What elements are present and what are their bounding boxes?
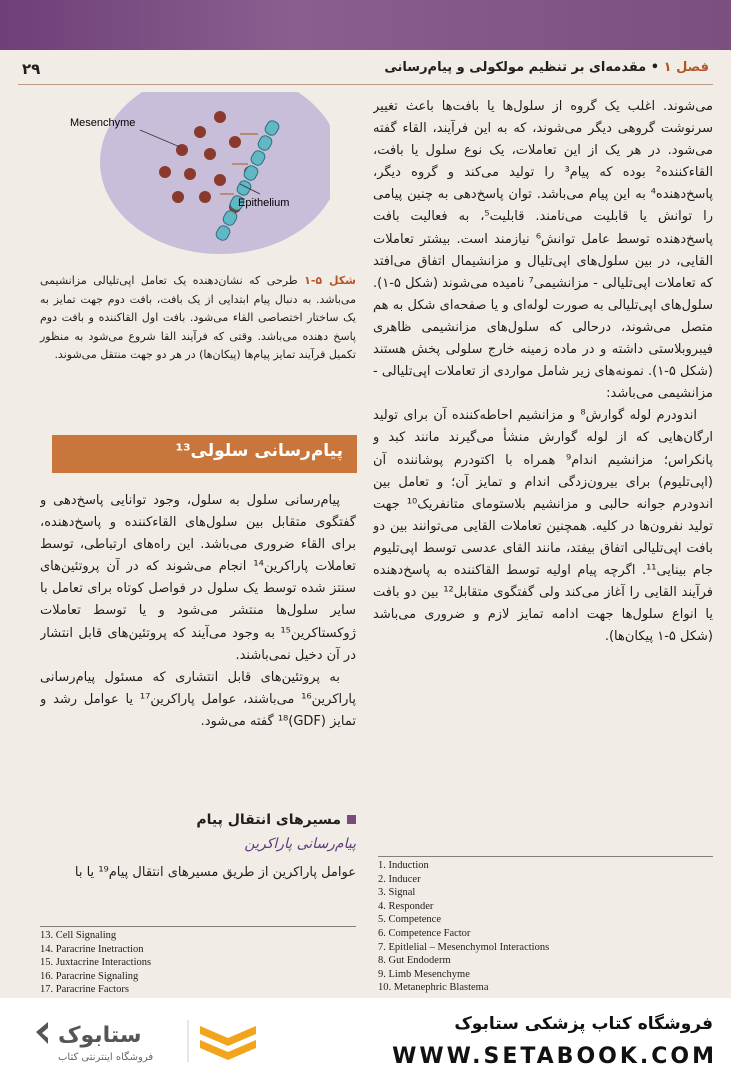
logo-chevron-left-icon [36, 1022, 48, 1044]
subheading-text: مسیرهای انتقال پیام [196, 812, 341, 828]
mesenchymal-cell [172, 191, 184, 203]
bullet-separator: • [646, 60, 660, 75]
right-column [373, 96, 713, 851]
header-rule [18, 84, 713, 85]
footnote: 10. Metanephric Blastema [378, 982, 489, 994]
footnote: 9. Limb Mesenchyme [378, 968, 470, 980]
chapter-heading [384, 60, 709, 75]
footnote: 1. Induction [378, 860, 429, 871]
setabook-logo[interactable] [28, 1012, 258, 1068]
chapter-title: مقدمه‌ای بر تنظیم مولکولی و پیام‌رسانی [384, 60, 647, 75]
footnote: 4. Responder [378, 900, 434, 912]
square-bullet-icon [347, 815, 356, 824]
logo-subtext: فروشگاه اینترنتی کتاب [58, 1052, 154, 1063]
mesenchymal-cell [214, 111, 226, 123]
mesenchymal-cell [194, 126, 206, 138]
mesenchymal-cell [204, 148, 216, 160]
footnote: 13. Cell Signaling [40, 930, 117, 941]
left-column [40, 490, 356, 795]
footnote: 5. Competence [378, 914, 441, 926]
footnote: 14. Paracrine Inetraction [40, 943, 144, 955]
paragraph: عوامل پاراکرین از طریق مسیرهای انتقال پیام¹⁹ یا با [74, 865, 356, 880]
figure-caption [40, 272, 356, 365]
footnotes-left [40, 926, 356, 997]
footnote: 2. Inducer [378, 873, 421, 885]
mesenchymal-cell [199, 191, 211, 203]
paragraph: می‌شوند. اغلب یک گروه از سلول‌ها یا بافت‌ها باعث تغییر سرنوشت گروهی دیگر می‌شوند، که به این فرآیند، القاء گفته می‌شود. در هر یک از این تعاملات، یک نوع سلول یا بافت، القاءکننده² بوده که پیام³ را تولید می‌کند و گروه دیگر، پاسخ‌دهنده⁴ به این پیام می‌باشد. توان پاسخ‌دهی به چنین پیامی را توانش یا قابلیت می‌نامند. قابلیت⁵، به فعالیت بافت پاسخ‌دهنده توسط عامل توانش⁶ نیازمند است. بیشتر تعاملات القایی، در بین سلول‌های اپی‌تلیال و مزانشیمال اتفاق می‌افتد که تعاملات اپی‌تلیالی - مزانشیمی⁷ نامیده می‌شوند (شکل ۵-۱). سلول‌های اپی‌تلیالی به صورت لوله‌ای و یا صفحه‌ای شکل به هم متصل می‌شوند، درحالی که سلول‌های مزانشیمی ظاهری فیبروبلاستی داشته و در ماده زمینه خارج سلولی پخش هستند (شکل ۵-۱). نمونه‌های زیر شامل مواردی از تعاملات اپی‌تلیالی - مزانشیمی می‌باشد: [373, 99, 713, 402]
store-url[interactable]: WWW.SETABOOK.COM [392, 1044, 717, 1069]
paragraph: پیام‌رسانی سلول به سلول، وجود توانایی پاسخ‌دهی و گفتگوی متقابل بین سلول‌های القاءکننده و پاسخ‌دهنده، برای القاء ضروری می‌باشد. این راه‌های ارتباطی، توسط تعاملات پاراکرین¹⁴ انجام می‌شوند که در آن پروتئین‌های سنتز شده توسط یک سلول در فواصل کوتاه برای تعامل با سایر سلول‌ها منتشر می‌شود و یا توسط تعاملات ژوکستاکرین¹⁵ به وجود می‌آیند که پروتئین‌های قابل انتشار در آن دخیل نمی‌باشند. [40, 493, 356, 663]
watermark-footer [0, 998, 731, 1080]
running-header [0, 58, 731, 86]
section-heading-bar [52, 435, 357, 473]
page-number: ۲۹ [22, 60, 41, 78]
section-title: پیام‌رسانی سلولی¹³ [175, 441, 343, 461]
mesenchymal-cell [159, 166, 171, 178]
paragraph: به پروتئین‌های قابل انتشاری که مسئول پیام‌رسانی پاراکرین¹⁶ می‌باشند، عوامل پاراکرین¹⁷ یا عوامل رشد و تمایز (GDF)¹⁸ گفته می‌شود. [40, 669, 356, 729]
footnote: 15. Juxtacrine Interactions [40, 957, 152, 969]
store-name: فروشگاه کتاب پزشکی ستابوک [454, 1014, 713, 1034]
logo-stack-icon [200, 1026, 256, 1046]
footnote: 8. Gut Endoderm [378, 955, 451, 967]
footnote: 7. Epitlelial – Mesenchymol Interactions [378, 941, 550, 953]
figure-illustration [70, 92, 330, 262]
footnote: 3. Signal [378, 887, 416, 899]
subheading-secondary: پیام‌رسانی پاراکرین [244, 836, 356, 852]
mesenchymal-cell [214, 174, 226, 186]
footnotes-right [378, 856, 713, 995]
mesenchyme-label: Mesenchyme [70, 117, 136, 129]
footnote: 17. Paracrine Factors [40, 984, 129, 996]
subheading [140, 812, 356, 828]
footnote: 6. Competence Factor [378, 927, 471, 939]
chapter-number: فصل ۱ [663, 60, 709, 75]
caption-text: طرحی که نشان‌دهنده یک تعامل اپی‌تلیالی مزانشیمی می‌باشد. به دنبال پیام ابتدایی از یک بافت، بافت دوم جهت تمایز به یک ساختار اختصاصی القاء می‌شود. بافت اول القاکننده و بافت دوم پاسخ دهنده می‌باشد. وقتی که فرآیند القا شروع می‌شود به منظور تکمیل فرآیند تمایز پیام‌ها (پیکان‌ها) در هر دو جهت منتقل می‌شوند. [40, 274, 356, 361]
logo-text: ستابوک [58, 1023, 142, 1048]
paragraph: اندودرم لوله گوارش⁸ و مزانشیم احاطه‌کننده آن برای تولید ارگان‌هایی که از لوله گوارش منشأ می‌گیرند مانند کبد و پانکراس؛ مزانشیم اندام⁹ همراه با اکتودرم پوشاننده آن (اپی‌تلیوم) برای بیرون‌زدگی اندام و تمایز آن؛ و تعامل بین اندودرم جوانه حالبی و مزانشیم بلاستومای متانفریک¹⁰ جهت تولید نفرون‌ها در کلیه. همچنین تعاملات القایی می‌توانند بین دو بافت اپی‌تلیالی اتفاق بیفتد، مانند القای عدسی توسط اپی‌تلیوم جام بینایی¹¹. اگرچه پیام اولیه توسط القاکننده به پاسخ‌دهنده فرآیند القایی را آغاز می‌کند ولی گفتگوی متقابل¹² بین دو بافت یا انواع سلول‌ها جهت ادامه تمایز لازم و ضروری می‌باشد (شکل ۵-۱ پیکان‌ها). [373, 408, 713, 645]
footnote: 16. Paracrine Signaling [40, 970, 139, 982]
caption-label: شکل ۵-۱ [304, 274, 356, 287]
top-color-band [0, 0, 731, 50]
epithelium-label: Epithelium [238, 197, 290, 209]
mesenchymal-cell [184, 168, 196, 180]
mesenchymal-cell [229, 136, 241, 148]
